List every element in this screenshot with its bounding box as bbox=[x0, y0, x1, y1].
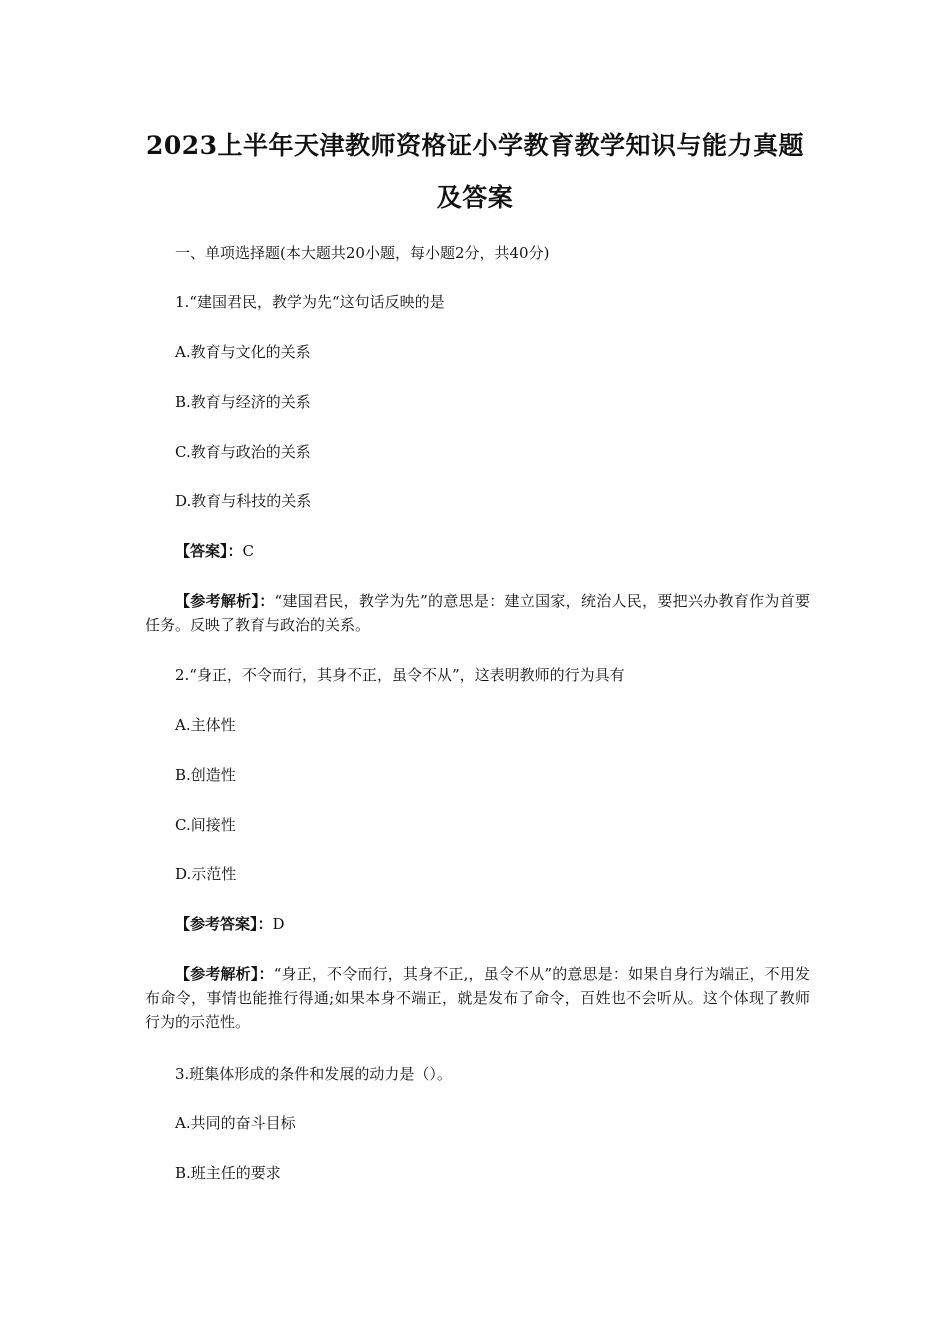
question-1-analysis-text: “建国君民，教学为先”的意思是：建立国家，统治人民，要把兴办教育作为首要任务。反映了教育与政治的关系。 bbox=[145, 592, 810, 634]
question-2-option-d: D.示范性 bbox=[175, 865, 237, 883]
question-3-stem: 3.班集体形成的条件和发展的动力是（）。 bbox=[175, 1065, 452, 1083]
question-2-option-a: A.主体性 bbox=[175, 716, 236, 734]
question-1-answer-label: 【答案】： bbox=[175, 542, 243, 560]
question-1-analysis-label: 【参考解析】： bbox=[175, 592, 275, 610]
question-2-answer-label: 【参考答案】： bbox=[175, 915, 273, 933]
question-3-option-b: B.班主任的要求 bbox=[175, 1164, 281, 1182]
question-1-analysis bbox=[145, 589, 810, 637]
question-2-analysis bbox=[145, 962, 810, 1034]
question-1-stem: 1.“建国君民，教学为先“这句话反映的是 bbox=[175, 293, 445, 311]
question-1-option-d: D.教育与科技的关系 bbox=[175, 492, 312, 510]
question-1-option-b: B.教育与经济的关系 bbox=[175, 393, 311, 411]
question-1-option-a: A.教育与文化的关系 bbox=[175, 343, 311, 361]
question-2-answer-value: D bbox=[272, 915, 285, 933]
question-2-option-b: B.创造性 bbox=[175, 766, 236, 784]
question-2-analysis-text: “身正，不令而行，其身不正,，虽令不从”的意思是：如果自身行为端正，不用发布命令，事情也能推行得通;如果本身不端正，就是发布了命令，百姓也不会听从。这个体现了教师行为的示范性。 bbox=[145, 965, 810, 1031]
question-3-option-a: A.共同的奋斗目标 bbox=[175, 1114, 296, 1132]
question-2-analysis-label: 【参考解析】： bbox=[175, 965, 274, 983]
question-1-answer-value: C bbox=[242, 542, 254, 560]
document-title-line2: 及答案 bbox=[436, 183, 514, 212]
question-2-stem: 2.“身正，不令而行，其身不正，虽令不从”，这表明教师的行为具有 bbox=[175, 666, 625, 684]
question-1-answer bbox=[175, 541, 254, 561]
question-1-option-c: C.教育与政治的关系 bbox=[175, 443, 311, 461]
question-2-option-c: C.间接性 bbox=[175, 816, 236, 834]
document-title-line1: 2023上半年天津教师资格证小学教育教学知识与能力真题 bbox=[145, 131, 805, 160]
section-heading: 一、单项选择题(本大题共20小题，每小题2分，共40分) bbox=[175, 244, 550, 262]
question-2-answer bbox=[175, 914, 285, 934]
